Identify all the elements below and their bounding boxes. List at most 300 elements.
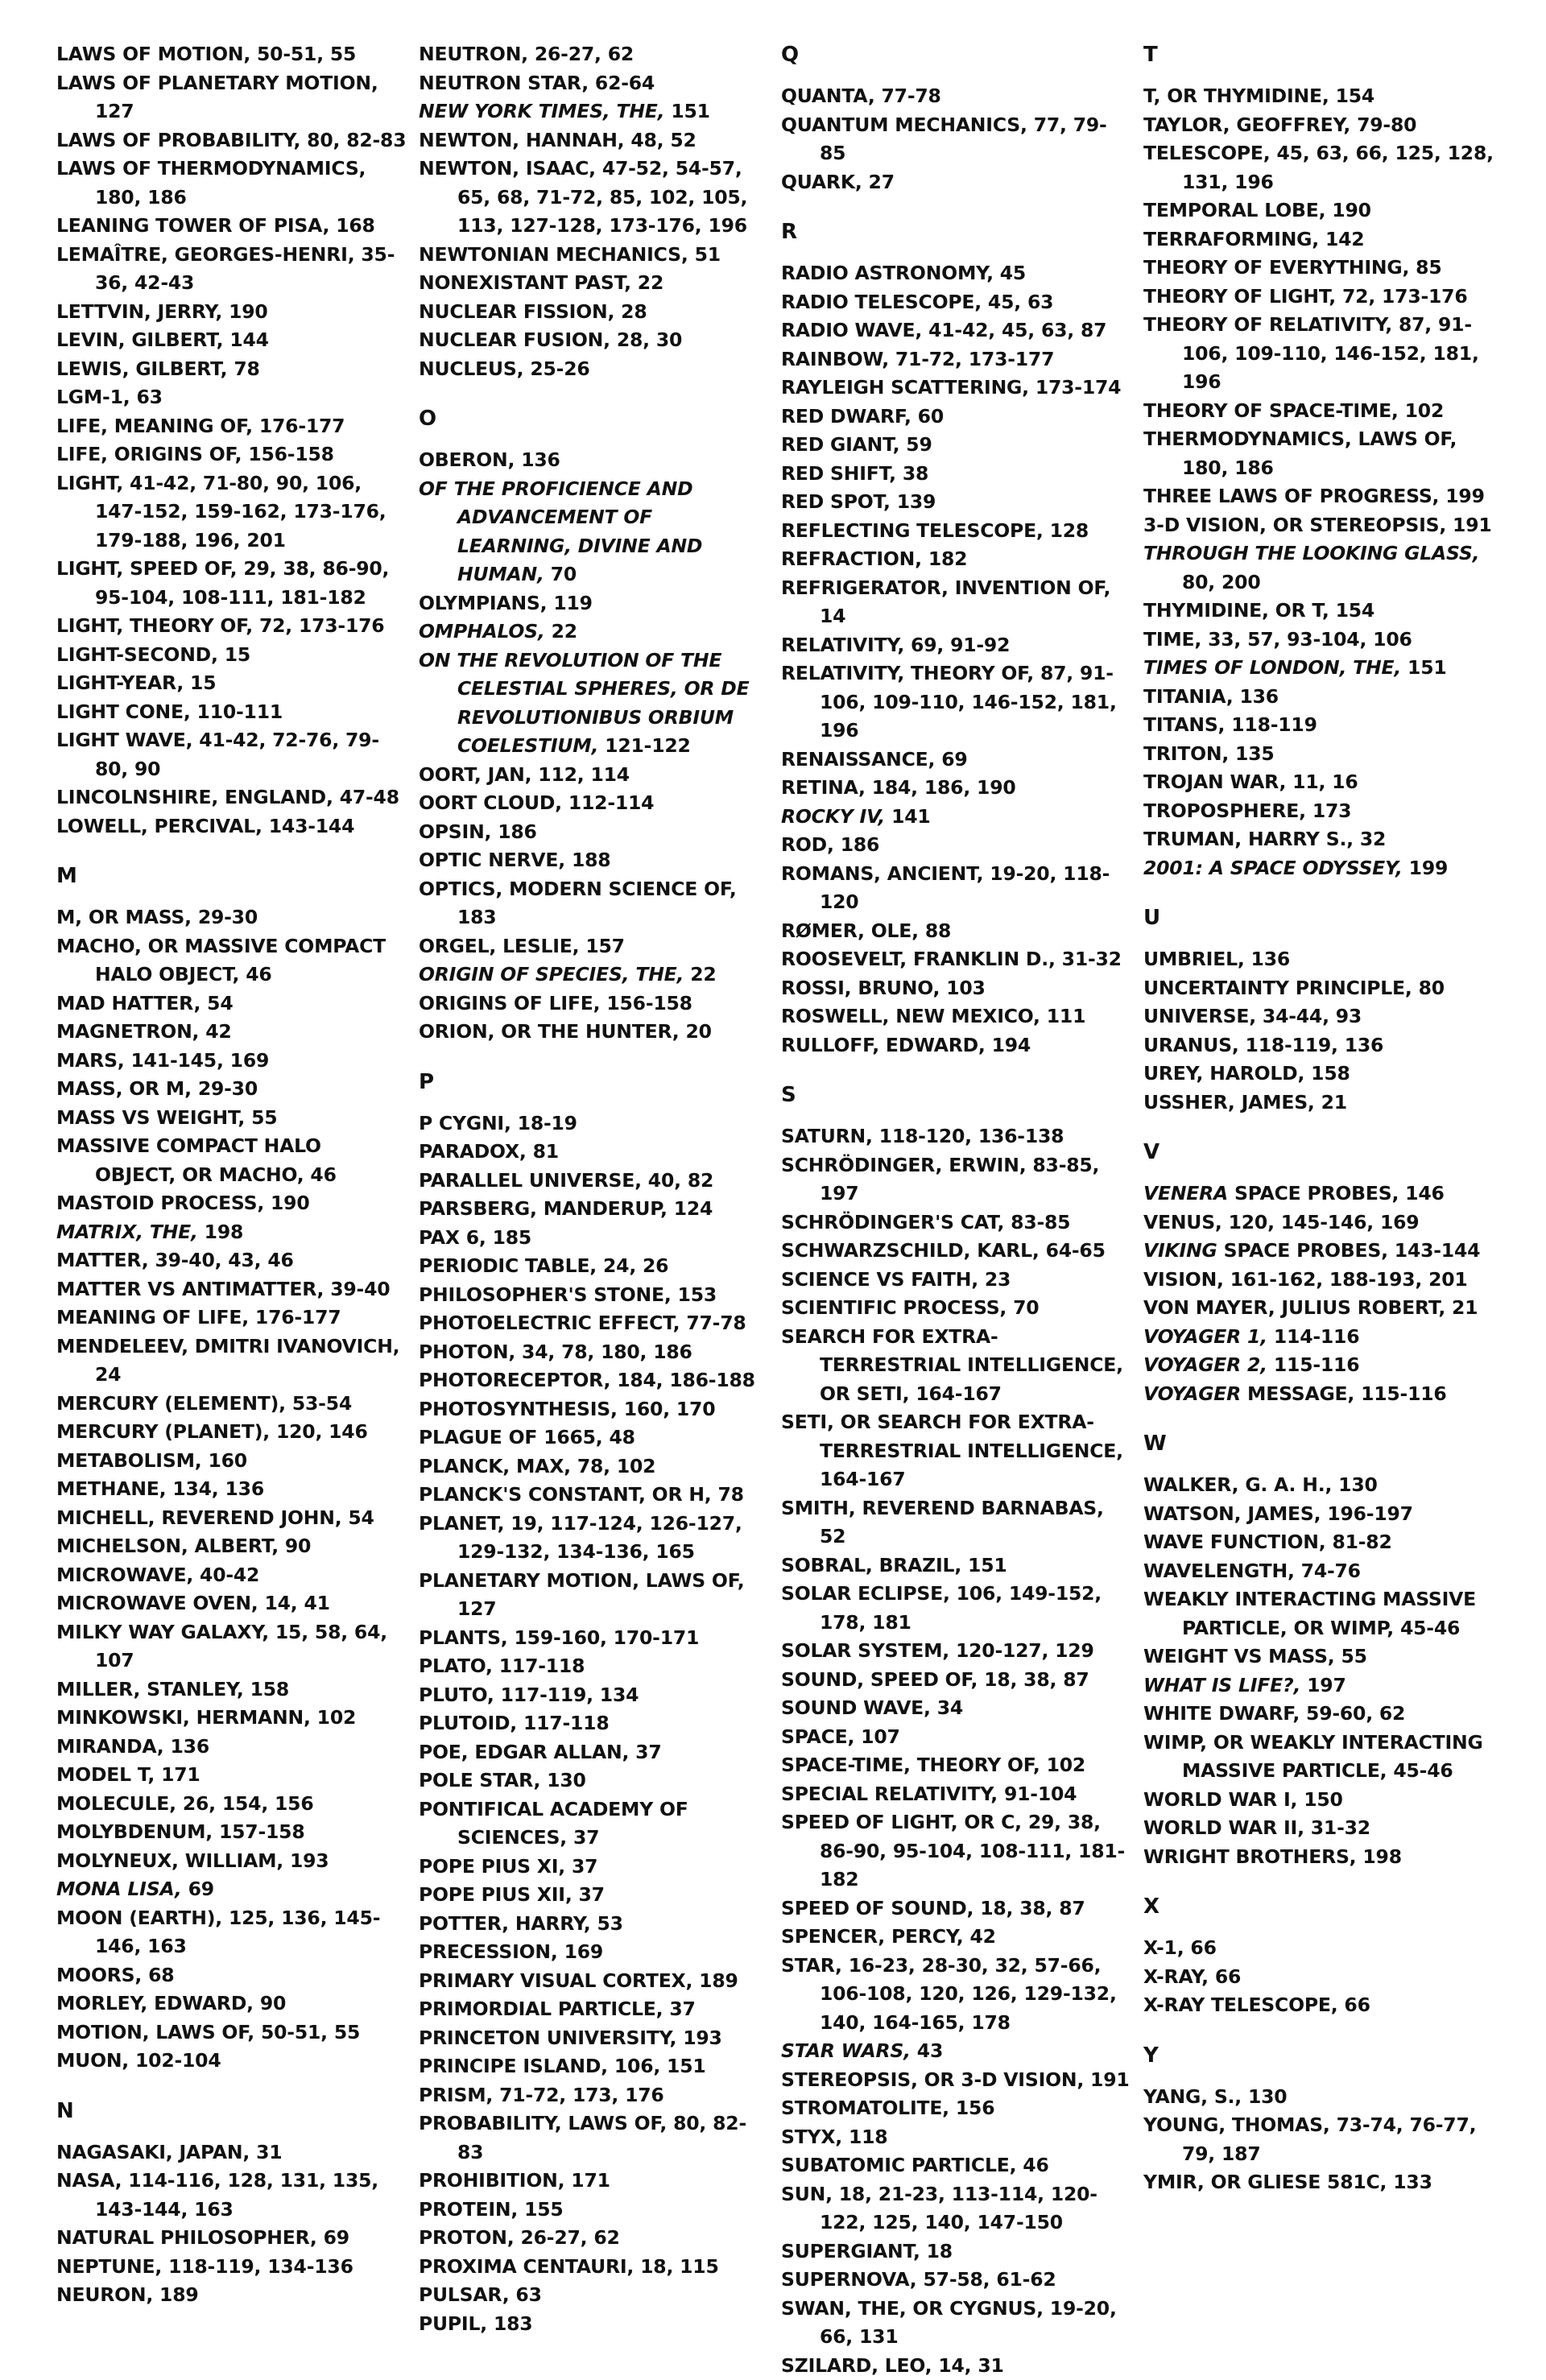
index-entry — [1143, 196, 1494, 225]
index-entry — [781, 1122, 1132, 1151]
index-entry — [419, 1224, 770, 1253]
entry-text: PAX 6, 185 — [419, 1226, 531, 1249]
index-entry — [781, 1751, 1132, 1780]
entry-text: PRINCETON UNIVERSITY, 193 — [419, 2027, 722, 2049]
entry-text: SOBRAL, BRAZIL, 151 — [781, 1554, 1007, 1576]
index-entry — [1143, 311, 1494, 397]
entry-text: PULSAR, 63 — [419, 2283, 542, 2306]
entry-text: ROMANS, ANCIENT, 19-20, 118-120 — [781, 862, 1110, 914]
entry-text: NEPTUNE, 118-119, 134-136 — [56, 2255, 353, 2278]
entry-text: P CYGNI, 18-19 — [419, 1112, 577, 1134]
index-entry — [781, 831, 1132, 860]
index-entry — [56, 1790, 407, 1819]
entry-text: NEURON, 189 — [56, 2283, 199, 2306]
index-entry — [419, 2224, 770, 2253]
entry-text: WORLD WAR I, 150 — [1143, 1788, 1343, 1811]
index-entry — [1143, 1934, 1494, 1963]
index-entry — [1143, 1266, 1494, 1295]
entry-text: STROMATOLITE, 156 — [781, 2097, 994, 2119]
index-entry — [1143, 1671, 1494, 1700]
entry-text: 3-D VISION, OR STEREOPSIS, 191 — [1143, 514, 1492, 536]
entry-text: RELATIVITY, 69, 91-92 — [781, 634, 1010, 656]
entry-text: 43 — [911, 2039, 943, 2062]
index-entry — [781, 2151, 1132, 2180]
index-entry — [419, 618, 770, 647]
entry-text: 197 — [1300, 1674, 1346, 1696]
index-entry — [419, 126, 770, 155]
entry-text: MICHELSON, ALBERT, 90 — [56, 1535, 311, 1557]
entry-text: REFLECTING TELESCOPE, 128 — [781, 519, 1089, 542]
index-entry — [56, 641, 407, 670]
index-entry — [56, 2018, 407, 2047]
index-entry — [419, 2196, 770, 2225]
index-entry — [56, 212, 407, 241]
index-entry — [781, 1002, 1132, 1031]
entry-text: YMIR, OR GLIESE 581C, 133 — [1143, 2171, 1432, 2193]
section-letter: P — [419, 1068, 781, 1097]
entry-text: VISION, 161-162, 188-193, 201 — [1143, 1268, 1468, 1291]
index-entry — [1143, 1209, 1494, 1238]
entry-text: NUCLEAR FISSION, 28 — [419, 300, 647, 323]
entry-text: 80, 200 — [1182, 571, 1260, 593]
entry-text: PLAGUE OF 1665, 48 — [419, 1426, 635, 1448]
entry-text: OORT CLOUD, 112-114 — [419, 791, 654, 814]
entry-text: SPACE PROBES, 143-144 — [1217, 1239, 1481, 1262]
index-entry — [56, 1304, 407, 1333]
index-entry — [419, 1018, 770, 1047]
entry-text: PROHIBITION, 171 — [419, 2169, 610, 2192]
section-letter: U — [1143, 903, 1506, 932]
index-entry — [56, 2138, 407, 2167]
entry-text: LIFE, ORIGINS OF, 156-158 — [56, 443, 334, 465]
entry-text: SPACE, 107 — [781, 1725, 900, 1748]
section-letter: Y — [1143, 2041, 1506, 2070]
entry-text: T, OR THYMIDINE, 154 — [1143, 85, 1374, 107]
index-entry — [1143, 1380, 1494, 1409]
index-entry — [419, 69, 770, 98]
entry-text: PLANCK, MAX, 78, 102 — [419, 1455, 655, 1477]
index-entry — [56, 555, 407, 612]
entry-text: LINCOLNSHIRE, ENGLAND, 47-48 — [56, 786, 399, 808]
entry-text: THERMODYNAMICS, LAWS OF, 180, 186 — [1143, 428, 1457, 479]
entry-text: UREY, HAROLD, 158 — [1143, 1062, 1350, 1085]
entry-text: SPECIAL RELATIVITY, 91-104 — [781, 1783, 1077, 1805]
entry-text: PROTON, 26-27, 62 — [419, 2226, 620, 2249]
entry-text: SEARCH FOR EXTRA-TERRESTRIAL INTELLIGENCE, OR SETI, 164-167 — [781, 1325, 1123, 1405]
italic-title: ROCKY IV, — [781, 805, 885, 828]
index-entry — [781, 1294, 1132, 1323]
entry-text: PHOTON, 34, 78, 180, 186 — [419, 1341, 692, 1363]
index-entry — [1143, 854, 1494, 883]
index-entry — [56, 1475, 407, 1504]
italic-title: VOYAGER 2, — [1143, 1353, 1267, 1376]
entry-text: 151 — [664, 100, 709, 122]
index-entry — [1143, 1585, 1494, 1642]
index-entry — [419, 1795, 770, 1853]
entry-text: TELESCOPE, 45, 63, 66, 125, 128, 131, 196 — [1143, 142, 1494, 193]
index-entry — [781, 1952, 1132, 2038]
index-entry — [781, 803, 1132, 832]
section-letter: S — [781, 1081, 1143, 1109]
italic-title: THROUGH THE LOOKING GLASS, — [1143, 542, 1479, 564]
index-entry — [781, 1323, 1132, 1409]
entry-text: UNIVERSE, 34-44, 93 — [1143, 1005, 1362, 1027]
entry-text: SUPERNOVA, 57-58, 61-62 — [781, 2268, 1056, 2291]
index-entry — [1143, 2168, 1494, 2197]
index-entry — [781, 403, 1132, 432]
index-entry — [419, 1967, 770, 1996]
index-entry — [419, 446, 770, 475]
entry-text: VENUS, 120, 145-146, 169 — [1143, 1211, 1419, 1233]
index-entry — [781, 82, 1132, 111]
index-entry — [419, 298, 770, 327]
index-entry — [56, 2281, 407, 2310]
index-entry — [1143, 1089, 1494, 1118]
entry-text: MOLYNEUX, WILLIAM, 193 — [56, 1849, 329, 1872]
index-entry — [56, 1961, 407, 1990]
entry-text: SZILARD, LEO, 14, 31 — [781, 2354, 1004, 2377]
index-entry — [1143, 797, 1494, 826]
index-column-1 — [56, 40, 419, 2380]
entry-text: STEREOPSIS, OR 3-D VISION, 191 — [781, 2068, 1130, 2091]
section-letter: Q — [781, 40, 1143, 69]
index-entry — [419, 355, 770, 384]
entry-text: MESSAGE, 115-116 — [1241, 1382, 1447, 1405]
index-entry — [1143, 654, 1494, 683]
entry-text: MAGNETRON, 42 — [56, 1020, 232, 1043]
index-entry — [1143, 1557, 1494, 1586]
index-entry — [419, 789, 770, 818]
entry-text: SCIENTIFIC PROCESS, 70 — [781, 1296, 1039, 1319]
index-entry — [781, 2066, 1132, 2095]
index-entry — [1143, 1002, 1494, 1031]
entry-text: SOLAR ECLIPSE, 106, 149-152, 178, 181 — [781, 1582, 1102, 1634]
index-entry — [1143, 425, 1494, 482]
entry-text: MORLEY, EDWARD, 90 — [56, 1992, 286, 2014]
entry-text: POLE STAR, 130 — [419, 1769, 586, 1791]
index-entry — [419, 1395, 770, 1424]
entry-text: 151 — [1401, 656, 1446, 679]
index-entry — [781, 2352, 1132, 2380]
entry-text: LIFE, MEANING OF, 176-177 — [56, 415, 345, 437]
index-entry — [1143, 1294, 1494, 1323]
entry-text: TAYLOR, GEOFFREY, 79-80 — [1143, 114, 1416, 136]
index-entry — [56, 1246, 407, 1275]
entry-text: SOUND, SPEED OF, 18, 38, 87 — [781, 1668, 1089, 1691]
entry-text: PLANTS, 159-160, 170-171 — [419, 1626, 699, 1649]
entry-text: OPTICS, MODERN SCIENCE OF, 183 — [419, 878, 737, 929]
index-entry — [1143, 1471, 1494, 1500]
index-column-2 — [419, 40, 781, 2380]
entry-text: OORT, JAN, 112, 114 — [419, 763, 630, 786]
entry-text: WEIGHT VS MASS, 55 — [1143, 1645, 1367, 1667]
entry-text: LEMAÎTRE, GEORGES-HENRI, 35-36, 42-43 — [56, 243, 395, 295]
entry-text: LEVIN, GILBERT, 144 — [56, 328, 269, 351]
entry-text: ORGEL, LESLIE, 157 — [419, 935, 625, 957]
index-entry — [1143, 626, 1494, 655]
index-entry — [1143, 1814, 1494, 1843]
entry-text: RADIO WAVE, 41-42, 45, 63, 87 — [781, 319, 1106, 341]
index-entry — [781, 659, 1132, 746]
italic-title: MATRIX, THE, — [56, 1221, 198, 1243]
entry-text: LGM-1, 63 — [56, 386, 163, 408]
index-entry — [781, 860, 1132, 917]
entry-text: ROSWELL, NEW MEXICO, 111 — [781, 1005, 1085, 1027]
entry-text: MACHO, OR MASSIVE COMPACT HALO OBJECT, 46 — [56, 935, 386, 986]
entry-text: SCHRÖDINGER'S CAT, 83-85 — [781, 1211, 1070, 1233]
entry-text: LAWS OF THERMODYNAMICS, 180, 186 — [56, 157, 366, 209]
entry-text: PHOTORECEPTOR, 184, 186-188 — [419, 1369, 755, 1391]
entry-text: WALKER, G. A. H., 130 — [1143, 1473, 1378, 1496]
index-entry — [781, 945, 1132, 974]
index-entry — [1143, 1500, 1494, 1529]
index-entry — [56, 440, 407, 469]
index-entry — [56, 40, 407, 69]
entry-text: WAVELENGTH, 74-76 — [1143, 1560, 1361, 1582]
index-entry — [1143, 1700, 1494, 1729]
index-entry — [419, 1738, 770, 1767]
index-entry — [1143, 768, 1494, 797]
index-entry — [56, 412, 407, 441]
index-entry — [1143, 1351, 1494, 1380]
index-entry — [419, 1652, 770, 1681]
entry-text: OPTIC NERVE, 188 — [419, 849, 610, 871]
index-entry — [419, 1452, 770, 1481]
entry-text: PONTIFICAL ACADEMY OF SCIENCES, 37 — [419, 1798, 688, 1849]
entry-text: ROOSEVELT, FRANKLIN D., 31-32 — [781, 948, 1122, 970]
entry-text: SUN, 18, 21-23, 113-114, 120-122, 125, 140, 147-150 — [781, 2183, 1097, 2234]
index-entry — [56, 932, 407, 990]
entry-text: NEWTONIAN MECHANICS, 51 — [419, 243, 721, 266]
index-entry — [419, 1109, 770, 1138]
entry-text: NONEXISTANT PAST, 22 — [419, 271, 663, 294]
entry-text: MICROWAVE, 40-42 — [56, 1564, 259, 1586]
entry-text: TRUMAN, HARRY S., 32 — [1143, 828, 1386, 850]
index-entry — [781, 574, 1132, 631]
entry-text: SPEED OF SOUND, 18, 38, 87 — [781, 1897, 1085, 1919]
italic-title: VIKING — [1143, 1239, 1217, 1262]
index-entry — [781, 1923, 1132, 1952]
entry-text: MOORS, 68 — [56, 1964, 174, 1986]
index-entry — [1143, 740, 1494, 769]
entry-text: LAWS OF PROBABILITY, 80, 82-83 — [56, 129, 406, 151]
index-entry — [419, 1567, 770, 1624]
entry-text: LIGHT WAVE, 41-42, 72-76, 79-80, 90 — [56, 729, 379, 780]
entry-text: QUANTUM MECHANICS, 77, 79-85 — [781, 114, 1107, 165]
entry-text: RENAISSANCE, 69 — [781, 748, 968, 771]
index-entry — [781, 1808, 1132, 1894]
entry-text: PROBABILITY, LAWS OF, 80, 82-83 — [419, 2112, 746, 2163]
index-entry — [56, 1333, 407, 1390]
entry-text: MARS, 141-145, 169 — [56, 1049, 269, 1072]
index-entry — [56, 155, 407, 212]
entry-text: TERRAFORMING, 142 — [1143, 228, 1364, 250]
index-entry — [1143, 1528, 1494, 1557]
entry-text: USSHER, JAMES, 21 — [1143, 1091, 1347, 1114]
index-entry — [781, 1580, 1132, 1637]
index-entry — [781, 2094, 1132, 2123]
entry-text: LAWS OF MOTION, 50-51, 55 — [56, 43, 356, 65]
index-entry — [419, 1366, 770, 1395]
entry-text: X-RAY TELESCOPE, 66 — [1143, 1994, 1370, 2016]
index-entry — [56, 1818, 407, 1847]
index-entry — [56, 355, 407, 384]
index-entry — [56, 1733, 407, 1762]
entry-text: TIME, 33, 57, 93-104, 106 — [1143, 628, 1412, 651]
entry-text: WORLD WAR II, 31-32 — [1143, 1816, 1370, 1839]
entry-text: POPE PIUS XII, 37 — [419, 1883, 605, 1906]
index-entry — [781, 1637, 1132, 1666]
entry-text: ROD, 186 — [781, 833, 879, 856]
italic-title: OF THE PROFICIENCE AND ADVANCEMENT OF LEARNING, DIVINE AND HUMAN, — [419, 477, 702, 586]
entry-text: RELATIVITY, THEORY OF, 87, 91-106, 109-110, 146-152, 181, 196 — [781, 662, 1117, 742]
entry-text: WRIGHT BROTHERS, 198 — [1143, 1845, 1402, 1868]
index-entry — [1143, 1642, 1494, 1671]
index-entry — [781, 431, 1132, 460]
index-entry — [56, 1704, 407, 1733]
index-entry — [1143, 1323, 1494, 1352]
index-entry — [419, 761, 770, 790]
entry-text: SOLAR SYSTEM, 120-127, 129 — [781, 1639, 1094, 1662]
italic-title: 2001: A SPACE ODYSSEY, — [1143, 857, 1403, 879]
index-entry — [1143, 111, 1494, 140]
entry-text: RETINA, 184, 186, 190 — [781, 776, 1016, 799]
index-entry — [419, 269, 770, 298]
italic-title: VOYAGER 1, — [1143, 1325, 1267, 1348]
index-entry — [56, 1761, 407, 1790]
entry-text: MILLER, STANLEY, 158 — [56, 1678, 289, 1700]
index-entry — [419, 875, 770, 932]
index-entry — [1143, 1786, 1494, 1815]
index-entry — [1143, 511, 1494, 540]
entry-text: LIGHT-YEAR, 15 — [56, 671, 216, 694]
index-entry — [56, 1589, 407, 1618]
entry-text: OLYMPIANS, 119 — [419, 592, 593, 614]
entry-text: NEUTRON, 26-27, 62 — [419, 43, 634, 65]
italic-title: ORIGIN OF SPECIES, THE, — [419, 963, 684, 985]
index-entry — [419, 589, 770, 618]
entry-text: PRINCIPE ISLAND, 106, 151 — [419, 2055, 706, 2077]
index-entry — [56, 1189, 407, 1218]
index-entry — [781, 2037, 1132, 2066]
index-entry — [419, 1252, 770, 1281]
entry-text: LIGHT, 41-42, 71-80, 90, 106, 147-152, 159-162, 173-176, 179-188, 196, 201 — [56, 472, 386, 552]
entry-text: STYX, 118 — [781, 2126, 887, 2148]
entry-text: LOWELL, PERCIVAL, 143-144 — [56, 815, 354, 837]
section-letter: W — [1143, 1429, 1506, 1458]
entry-text: MASSIVE COMPACT HALO OBJECT, OR MACHO, 46 — [56, 1134, 337, 1186]
entry-text: POTTER, HARRY, 53 — [419, 1912, 623, 1935]
index-entry — [419, 1709, 770, 1738]
entry-text: LEWIS, GILBERT, 78 — [56, 357, 260, 380]
index-entry — [56, 1447, 407, 1476]
entry-text: MINKOWSKI, HERMANN, 102 — [56, 1706, 356, 1729]
index-entry — [781, 2295, 1132, 2352]
section-letter: R — [781, 217, 1143, 246]
entry-text: NEWTON, ISAAC, 47-52, 54-57, 65, 68, 71-72, 85, 102, 105, 113, 127-128, 173-176, 196 — [419, 157, 747, 237]
entry-text: NASA, 114-116, 128, 131, 135, 143-144, 163 — [56, 2169, 378, 2221]
entry-text: PRIMORDIAL PARTICLE, 37 — [419, 1998, 696, 2020]
index-entry — [56, 469, 407, 556]
entry-text: LEANING TOWER OF PISA, 168 — [56, 214, 375, 237]
section-letter: N — [56, 2097, 419, 2126]
entry-text: TRITON, 135 — [1143, 742, 1275, 765]
entry-text: RØMER, OLE, 88 — [781, 919, 951, 942]
entry-text: MICHELL, REVEREND JOHN, 54 — [56, 1506, 374, 1529]
entry-text: LETTVIN, JERRY, 190 — [56, 300, 268, 323]
index-entry — [419, 961, 770, 990]
index-entry — [419, 2052, 770, 2081]
index-entry — [56, 1676, 407, 1704]
index-entry — [781, 1209, 1132, 1238]
entry-text: RAYLEIGH SCATTERING, 173-174 — [781, 376, 1121, 399]
entry-text: SUPERGIANT, 18 — [781, 2240, 953, 2262]
index-entry — [56, 726, 407, 783]
index-entry — [56, 1418, 407, 1447]
entry-text: ROSSI, BRUNO, 103 — [781, 977, 986, 999]
entry-text: YOUNG, THOMAS, 73-74, 76-77, 79, 187 — [1143, 2113, 1476, 2165]
entry-text: THEORY OF RELATIVITY, 87, 91-106, 109-110, 146-152, 181, 196 — [1143, 313, 1479, 393]
index-entry — [781, 1151, 1132, 1209]
entry-text: POE, EDGAR ALLAN, 37 — [419, 1741, 661, 1763]
index-entry — [419, 1766, 770, 1795]
index-entry — [781, 631, 1132, 660]
index-entry — [419, 155, 770, 241]
entry-text: 22 — [684, 963, 716, 985]
index-entry — [781, 1694, 1132, 1723]
entry-text: WAVE FUNCTION, 81-82 — [1143, 1531, 1392, 1553]
entry-text: REFRIGERATOR, INVENTION OF, 14 — [781, 576, 1110, 628]
index-entry — [56, 1561, 407, 1590]
entry-text: MOLYBDENUM, 157-158 — [56, 1820, 304, 1843]
index-entry — [781, 374, 1132, 403]
index-entry — [56, 2253, 407, 2282]
index-entry — [419, 2081, 770, 2110]
entry-text: QUARK, 27 — [781, 171, 895, 193]
entry-text: SCHWARZSCHILD, KARL, 64-65 — [781, 1239, 1106, 1262]
index-entry — [1143, 1963, 1494, 1992]
index-entry — [781, 2266, 1132, 2295]
entry-text: 121-122 — [598, 734, 690, 757]
entry-text: MAD HATTER, 54 — [56, 992, 234, 1014]
italic-title: TIMES OF LONDON, THE, — [1143, 656, 1401, 679]
italic-title: VOYAGER — [1143, 1382, 1241, 1405]
index-entry — [781, 288, 1132, 317]
entry-text: PLANET, 19, 117-124, 126-127, 129-132, 134-136, 165 — [419, 1512, 742, 1564]
entry-text: THREE LAWS OF PROGRESS, 199 — [1143, 485, 1485, 507]
index-entry — [56, 69, 407, 126]
index-entry — [781, 1031, 1132, 1060]
index-entry — [1143, 2083, 1494, 2112]
entry-text: 115-116 — [1267, 1353, 1359, 1376]
entry-text: SPEED OF LIGHT, OR C, 29, 38, 86-90, 95-104, 108-111, 181-182 — [781, 1811, 1125, 1890]
index-entry — [419, 846, 770, 875]
entry-text: PHOTOELECTRIC EFFECT, 77-78 — [419, 1312, 746, 1334]
entry-text: METHANE, 134, 136 — [56, 1477, 264, 1500]
entry-text: WATSON, JAMES, 196-197 — [1143, 1502, 1413, 1525]
index-entry — [419, 40, 770, 69]
index-entry — [781, 1552, 1132, 1580]
italic-title: VENERA — [1143, 1182, 1228, 1204]
index-entry — [419, 2281, 770, 2310]
entry-text: WIMP, OR WEAKLY INTERACTING MASSIVE PARTICLE, 45-46 — [1143, 1731, 1483, 1783]
index-entry — [419, 1995, 770, 2024]
index-entry — [56, 1504, 407, 1533]
index-entry — [56, 1075, 407, 1104]
entry-text: METABOLISM, 160 — [56, 1449, 247, 1472]
entry-text: URANUS, 118-119, 136 — [1143, 1034, 1383, 1056]
index-entry — [56, 1218, 407, 1247]
